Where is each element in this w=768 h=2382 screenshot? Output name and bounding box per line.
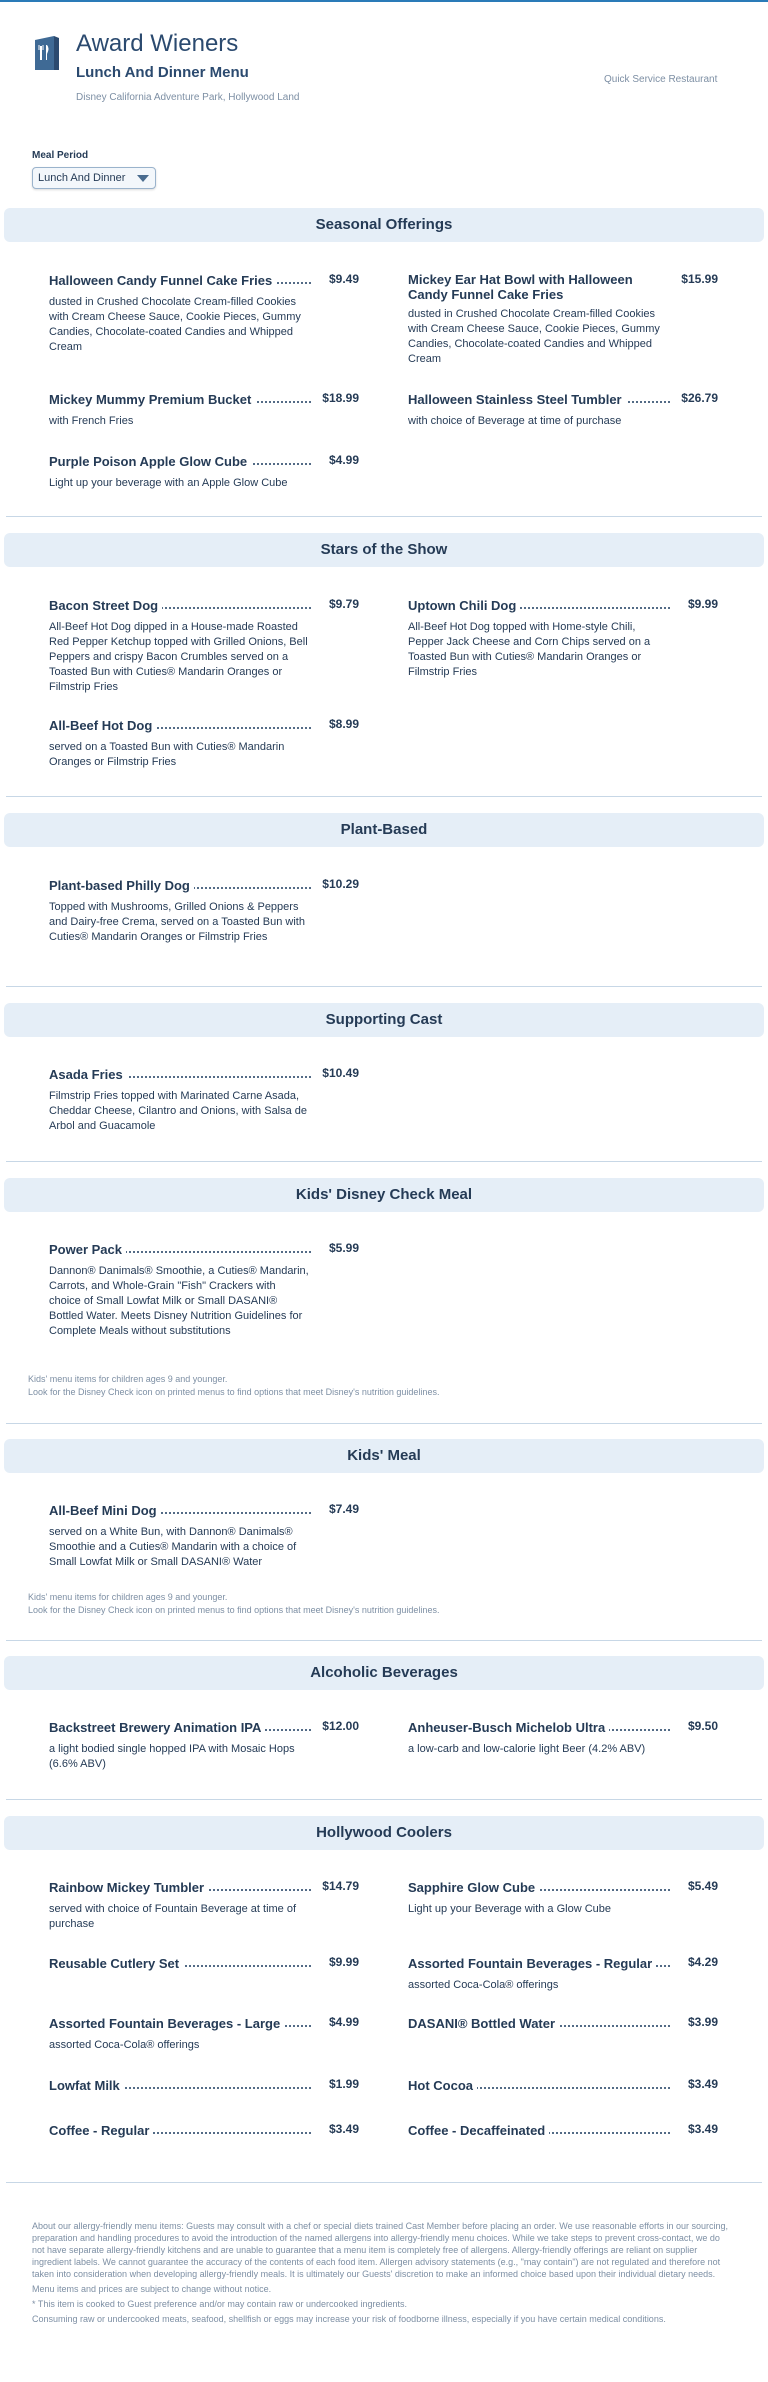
item-price: $5.99 [323,1241,359,1255]
item-price: $7.49 [323,1502,359,1516]
kids-age-note: Kids' menu items for children ages 9 and younger. [28,1374,228,1384]
menu-item[interactable] [49,717,359,770]
item-name: Purple Poison Apple Glow Cube [49,454,251,469]
menu-item[interactable] [49,877,359,945]
service-type: Quick Service Restaurant [604,74,718,85]
menu-item[interactable] [408,391,718,429]
pricing-disclaimer: Menu items and prices are subject to change without notice. [32,2284,272,2294]
menu-item[interactable] [49,2077,359,2095]
item-price: $26.79 [675,391,718,405]
section-supporting-cast [0,1003,768,1037]
section-stars-of-the-show [0,533,768,567]
item-price: $12.00 [316,1719,359,1733]
item-price: $10.29 [316,877,359,891]
menu-item[interactable] [408,1955,718,1993]
disney-check-note: Look for the Disney Check icon on printed menus to find options that meet Disney's nutrition guidelines. [28,1605,440,1615]
menu-item[interactable] [49,597,359,695]
menu-item[interactable] [408,597,718,680]
item-price: $9.49 [323,272,359,286]
section-title: Seasonal Offerings [4,208,764,242]
section-divider [6,1799,762,1800]
item-description: served on a Toasted Bun with Cuties® Mandarin Oranges or Filmstrip Fries [49,741,285,768]
item-name: Lowfat Milk [49,2078,124,2093]
item-description: Dannon® Danimals® Smoothie, a Cuties® Mandarin, Carrots, and Whole-Grain "Fish" Crackers with choice of Small Lowfat Milk or Small DASANI® Bottled Water. Meets Disney Nutrition Guidelines for Complete Meals without substitutions [49,1265,309,1337]
menu-title: Lunch And Dinner Menu [76,64,249,81]
section-kids-meal [0,1439,768,1473]
section-title: Alcoholic Beverages [4,1656,764,1690]
item-name: Backstreet Brewery Animation IPA [49,1720,265,1735]
restaurant-name: Award Wieners [76,30,239,57]
menu-item[interactable] [49,1879,359,1932]
item-price: $5.49 [682,1879,718,1893]
item-description: served with choice of Fountain Beverage at time of purchase [49,1903,297,1930]
item-description: with choice of Beverage at time of purchase [408,415,622,427]
park-location: Disney California Adventure Park, Hollywood Land [76,92,300,103]
item-name: Halloween Candy Funnel Cake Fries [49,273,276,288]
item-name: Uptown Chili Dog [408,598,520,613]
chevron-down-icon [137,175,149,182]
item-name: All-Beef Mini Dog [49,1503,161,1518]
section-divider [6,1423,762,1424]
item-price: $14.79 [316,1879,359,1893]
section-title: Plant-Based [4,813,764,847]
item-price: $15.99 [675,272,718,286]
section-title: Hollywood Coolers [4,1816,764,1850]
menu-book-icon [32,34,62,72]
item-description: Topped with Mushrooms, Grilled Onions & Peppers and Dairy-free Crema, served on a Toasted Bun with Cuties® Mandarin Oranges or Filmstrip Fries [49,901,305,943]
section-seasonal-offerings [0,208,768,242]
meal-period-value: Lunch And Dinner [38,172,126,184]
item-name: Mickey Mummy Premium Bucket [49,392,255,407]
section-title: Kids' Disney Check Meal [4,1178,764,1212]
menu-item[interactable] [49,2015,359,2053]
item-price: $3.99 [682,2015,718,2029]
allergy-disclaimer: About our allergy-friendly menu items: Guests may consult with a chef or special diets trained Cast Member before placing an order. We use reasonable efforts in our sourcing, preparation and handling procedures to avoid the introduction of the named allergens into allergy-friendly menu choices. While we take steps to prevent cross-contact, we do not have separate allergy-friendly kitchens and are unable to guarantee that a menu item is completely free of allergens. Allergy-friendly offerings are reliant on supplier ingredient labels. We cannot guarantee the accuracy of the contents of each food item. Allergen advisory statements (e.g., "may contain") are not regulated and therefore not taken into consideration when developing allergy-friendly meals. It is ultimately our Guests' discretion to make an informed choice based upon their individual dietary needs. [32,2221,729,2279]
section-title: Stars of the Show [4,533,764,567]
item-price: $4.99 [323,453,359,467]
section-divider [6,986,762,987]
item-name: Halloween Stainless Steel Tumbler [408,392,626,407]
section-kids-disney-check-meal [0,1178,768,1212]
section-divider [6,2182,762,2183]
menu-item[interactable] [49,1719,359,1772]
menu-item[interactable] [49,1955,359,1973]
item-price: $1.99 [323,2077,359,2091]
menu-item[interactable] [408,2122,718,2140]
menu-item[interactable] [49,453,359,491]
item-description: Light up your beverage with an Apple Glow Cube [49,477,288,489]
section-title: Supporting Cast [4,1003,764,1037]
menu-item[interactable] [49,2122,359,2140]
item-description: dusted in Crushed Chocolate Cream-filled Cookies with Cream Cheese Sauce, Cookie Pieces, Gummy Candies, Chocolate-coated Candies and Whipped Cream [49,296,301,353]
item-name: Plant-based Philly Dog [49,878,194,893]
kids-age-note: Kids' menu items for children ages 9 and younger. [28,1592,228,1602]
menu-item[interactable] [49,1066,359,1134]
item-description: assorted Coca-Cola® offerings [49,2039,200,2051]
item-price: $4.29 [682,1955,718,1969]
menu-item[interactable] [49,272,359,355]
section-plant-based [0,813,768,847]
menu-item[interactable] [408,272,718,367]
section-divider [6,516,762,517]
item-name: Power Pack [49,1242,126,1257]
item-name: Assorted Fountain Beverages - Large [49,2016,284,2031]
disney-check-note: Look for the Disney Check icon on printed menus to find options that meet Disney's nutrition guidelines. [28,1387,440,1397]
item-description: Light up your Beverage with a Glow Cube [408,1903,612,1915]
section-divider [6,1161,762,1162]
item-description: a light bodied single hopped IPA with Mosaic Hops (6.6% ABV) [49,1743,295,1770]
item-name: Sapphire Glow Cube [408,1880,539,1895]
item-name: Mickey Ear Hat Bowl with Halloween Candy Funnel Cake Fries [408,272,648,302]
item-name: Rainbow Mickey Tumbler [49,1880,208,1895]
item-name: DASANI® Bottled Water [408,2016,559,2031]
item-name: Bacon Street Dog [49,598,162,613]
menu-item[interactable] [408,2077,718,2095]
menu-item[interactable] [408,1879,718,1917]
section-divider [6,796,762,797]
item-price: $3.49 [682,2077,718,2091]
consumption-warning: Consuming raw or undercooked meats, seafood, shellfish or eggs may increase your risk of foodborne illness, especially if you have certain medical conditions. [32,2314,666,2324]
item-name: Reusable Cutlery Set [49,1956,183,1971]
section-title: Kids' Meal [4,1439,764,1473]
menu-item[interactable] [408,1719,718,1757]
item-price: $10.49 [316,1066,359,1080]
item-price: $9.99 [682,597,718,611]
item-description: All-Beef Hot Dog topped with Home-style Chili, Pepper Jack Cheese and Corn Chips served on a Toasted Bun with Cuties® Mandarin Oranges or Filmstrip Fries [408,621,651,678]
menu-item[interactable] [49,391,359,429]
item-price: $3.49 [323,2122,359,2136]
item-name: Assorted Fountain Beverages - Regular [408,1956,656,1971]
item-description: assorted Coca-Cola® offerings [408,1979,559,1991]
item-description: Filmstrip Fries topped with Marinated Carne Asada, Cheddar Cheese, Cilantro and Onions, with Salsa de Arbol and Guacamole [49,1090,308,1132]
meal-period-label: Meal Period [32,150,89,161]
item-price: $4.99 [323,2015,359,2029]
cooked-disclaimer: * This item is cooked to Guest preference and/or may contain raw or undercooked ingredients. [32,2299,408,2309]
item-price: $18.99 [316,391,359,405]
item-description: dusted in Crushed Chocolate Cream-filled Cookies with Cream Cheese Sauce, Cookie Pieces, Gummy Candies, Chocolate-coated Candies and Whipped Cream [408,308,660,365]
item-price: $9.99 [323,1955,359,1969]
item-description: a low-carb and low-calorie light Beer (4.2% ABV) [408,1743,646,1755]
item-name: Hot Cocoa [408,2078,477,2093]
item-name: Coffee - Decaffeinated [408,2123,549,2138]
menu-footer [32,2220,732,2328]
menu-item[interactable] [49,1502,359,1570]
restaurant-header [0,2,768,140]
meal-period-select[interactable] [32,167,156,189]
section-hollywood-coolers [0,1816,768,1850]
section-alcoholic-beverages [0,1656,768,1690]
section-divider [6,1640,762,1641]
menu-item[interactable] [49,1241,359,1339]
item-name: Anheuser-Busch Michelob Ultra [408,1720,609,1735]
meal-period-control [32,150,156,189]
item-price: $3.49 [682,2122,718,2136]
item-description: All-Beef Hot Dog dipped in a House-made Roasted Red Pepper Ketchup topped with Grilled Onions, Bell Peppers and crispy Bacon Crumbles served on a Toasted Bun with Cuties® Mandarin Oranges or Filmstrip Fries [49,621,308,693]
item-description: served on a White Bun, with Dannon® Danimals® Smoothie and a Cuties® Mandarin with a choice of Small Lowfat Milk or Small DASANI® Water [49,1526,297,1568]
item-price: $9.50 [682,1719,718,1733]
item-name: Coffee - Regular [49,2123,153,2138]
item-name: All-Beef Hot Dog [49,718,156,733]
item-price: $8.99 [323,717,359,731]
item-name: Asada Fries [49,1067,127,1082]
item-description: with French Fries [49,415,134,427]
item-price: $9.79 [323,597,359,611]
menu-item[interactable] [408,2015,718,2033]
